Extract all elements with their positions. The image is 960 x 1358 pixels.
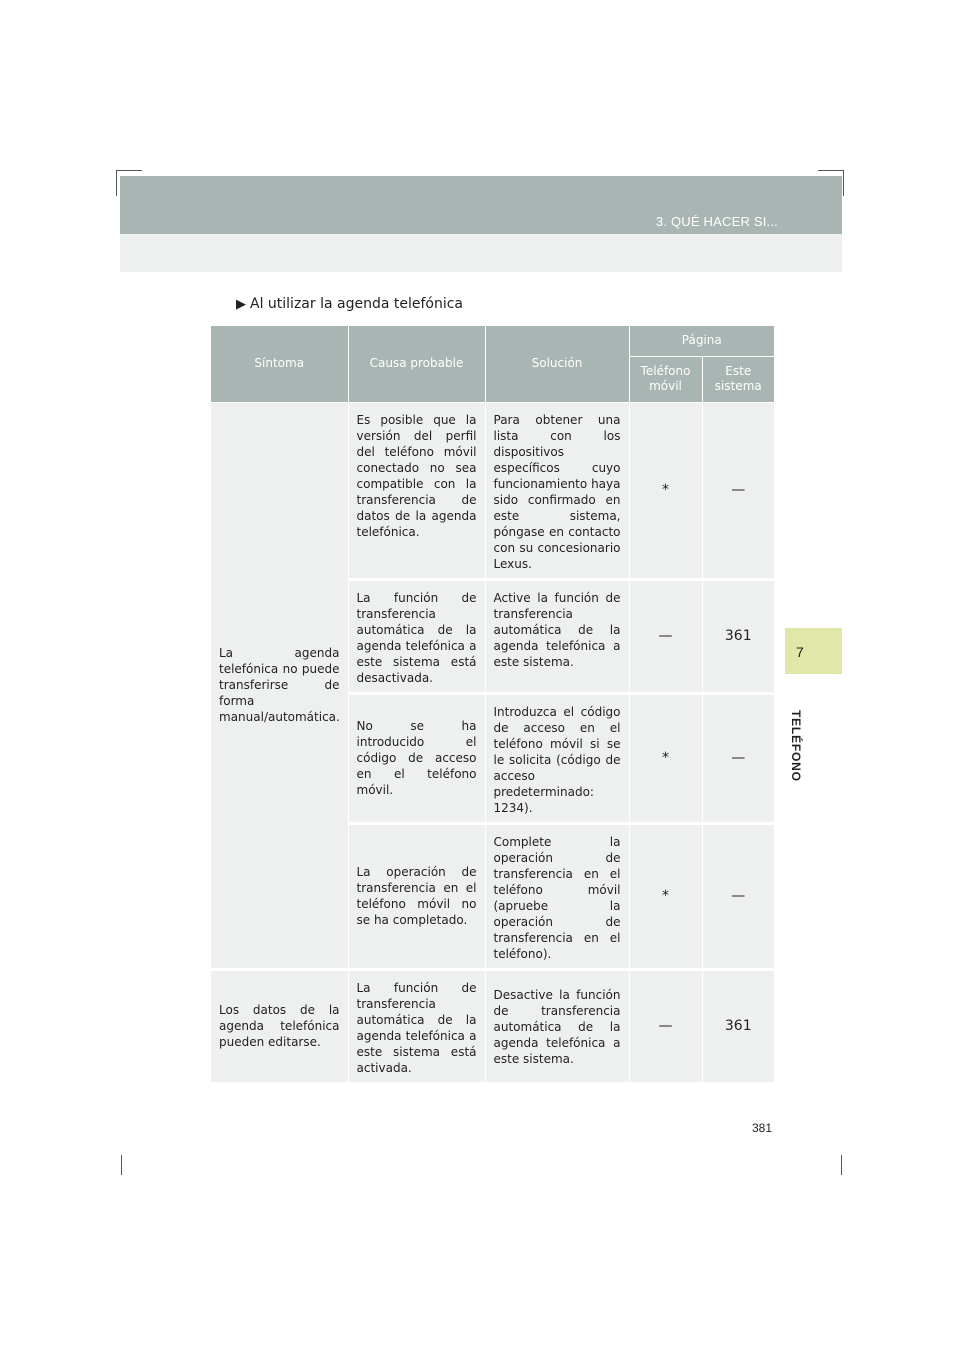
cause-cell: No se ha introducido el código de acceso en el teléfono móvil. [348, 693, 485, 823]
page-phone-cell: — [629, 579, 702, 693]
page-system-cell: — [702, 402, 774, 579]
crop-mark [818, 170, 844, 171]
crop-mark [116, 170, 142, 171]
header-cause: Causa probable [348, 326, 485, 402]
page-system-cell: — [702, 823, 774, 969]
page-phone-cell: * [629, 693, 702, 823]
cause-cell: La función de transferencia automática de la agenda telefónica a este sistema está desactivada. [348, 579, 485, 693]
chapter-number: 7 [796, 644, 804, 660]
header-subband [120, 234, 842, 272]
section-title [236, 296, 463, 312]
header-symptom: Síntoma [211, 326, 348, 402]
page-phone-cell: * [629, 402, 702, 579]
header-solution: Solución [485, 326, 629, 402]
solution-cell: Desactive la función de transferencia automática de la agenda telefónica a este sistema. [485, 969, 629, 1083]
section-title-text: Al utilizar la agenda telefónica [250, 296, 464, 312]
cause-cell: La función de transferencia automática de la agenda telefónica a este sistema está activada. [348, 969, 485, 1083]
header-page-system: Este sistema [702, 356, 774, 402]
cause-cell: Es posible que la versión del perfil del teléfono móvil conectado no sea compatible con la transferencia de datos de la agenda telefónica. [348, 402, 485, 579]
crop-mark [841, 1155, 842, 1175]
chapter-tab [785, 628, 842, 674]
chapter-title: 3. QUÉ HACER SI... [655, 214, 778, 229]
table-row [211, 402, 774, 579]
crop-mark [843, 170, 844, 196]
page-system-cell: — [702, 693, 774, 823]
chapter-label [778, 710, 828, 830]
header-page-phone: Teléfono móvil [629, 356, 702, 402]
solution-cell: Active la función de transferencia automática de la agenda telefónica a este sistema. [485, 579, 629, 693]
crop-mark [121, 1155, 122, 1175]
symptom-cell: Los datos de la agenda telefónica pueden editarse. [211, 969, 348, 1083]
solution-cell: Para obtener una lista con los dispositivos específicos cuyo funcionamiento haya sido confirmado en este sistema, póngase en contacto con su concesionario Lexus. [485, 402, 629, 579]
page-system-cell: 361 [702, 969, 774, 1083]
cause-cell: La operación de transferencia en el teléfono móvil no se ha completado. [348, 823, 485, 969]
solution-cell: Complete la operación de transferencia en el teléfono móvil (apruebe la operación de transferencia en el teléfono). [485, 823, 629, 969]
solution-cell: Introduzca el código de acceso en el teléfono móvil si se le solicita (código de acceso predeterminado: 1234). [485, 693, 629, 823]
page-number: 381 [751, 1121, 772, 1135]
page-phone-cell: — [629, 969, 702, 1083]
chapter-label-text: TELÉFONO [789, 710, 803, 782]
arrow-right-icon: ▶ [236, 297, 246, 312]
troubleshooting-table [211, 326, 774, 1085]
header-page: Página [629, 326, 774, 356]
symptom-cell: La agenda telefónica no puede transferirse de forma manual/automática. [211, 402, 348, 969]
table-row [211, 969, 774, 1083]
header-band [120, 176, 842, 234]
page-system-cell: 361 [702, 579, 774, 693]
crop-mark [116, 170, 117, 196]
page-phone-cell: * [629, 823, 702, 969]
